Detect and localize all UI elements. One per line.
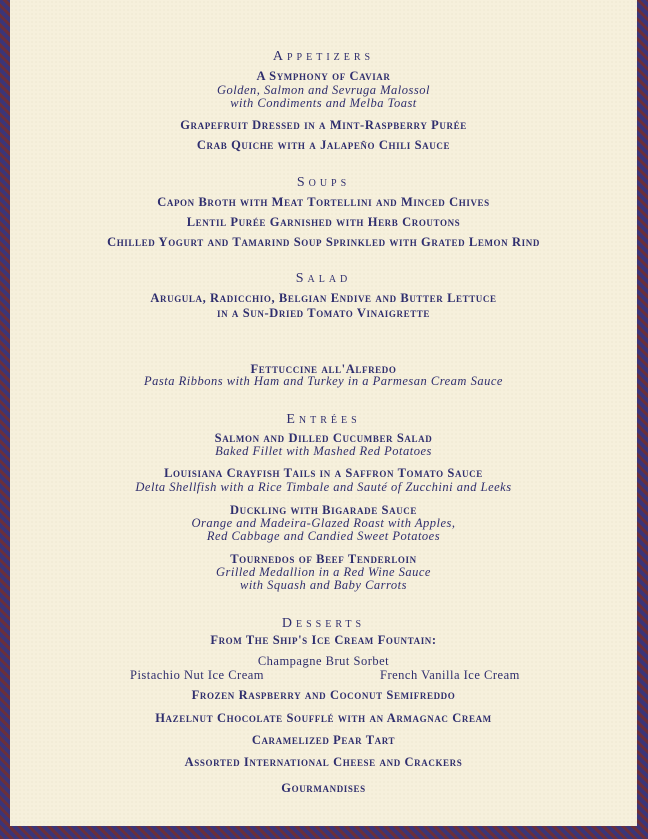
caviar-item: A Symphony of Caviar — [256, 69, 391, 83]
tournedos-desc-1: Grilled Medallion in a Red Wine Sauce — [216, 565, 431, 579]
grapefruit-item: Grapefruit Dressed in a Mint-Raspberry Purée — [180, 118, 467, 132]
semifreddo-item: Frozen Raspberry and Coconut Semifreddo — [191, 688, 456, 702]
appetizers-heading: Appetizers — [272, 49, 375, 64]
fettuccine-desc: Pasta Ribbons with Ham and Turkey in a Parmesan Cream Sauce — [144, 374, 503, 388]
fountain-item: From The Ship's Ice Cream Fountain: — [210, 633, 437, 647]
quiche-item: Crab Quiche with a Jalapeño Chili Sauce — [196, 138, 451, 152]
duckling-desc-1: Orange and Madeira-Glazed Roast with Apples, — [191, 516, 456, 530]
duckling-desc-2: Red Cabbage and Candied Sweet Potatoes — [206, 529, 441, 543]
cheese-item: Assorted International Cheese and Crackers — [184, 755, 463, 769]
yogurt-item: Chilled Yogurt and Tamarind Soup Sprinkled with Grated Lemon Rind — [107, 235, 540, 249]
fettuccine-item: Fettuccine all'Alfredo — [250, 362, 397, 376]
pistachio-item: Pistachio Nut Ice Cream — [130, 668, 265, 682]
salad-line-2: in a Sun-Dried Tomato Vinaigrette — [216, 306, 431, 320]
menu-page — [10, 0, 637, 826]
sorbet-item: Champagne Brut Sorbet — [257, 654, 390, 668]
lentil-item: Lentil Purée Garnished with Herb Croutons — [186, 215, 461, 229]
soups-heading: Soups — [296, 175, 351, 190]
gourmandises-item: Gourmandises — [281, 781, 366, 795]
crayfish-desc: Delta Shellfish with a Rice Timbale and Sauté of Zucchini and Leeks — [135, 480, 512, 494]
salad-line-1: Arugula, Radicchio, Belgian Endive and Butter Lettuce — [150, 291, 497, 305]
caviar-desc-2: with Condiments and Melba Toast — [230, 96, 417, 110]
salmon-desc: Baked Fillet with Mashed Red Potatoes — [215, 444, 432, 458]
crayfish-item: Louisiana Crayfish Tails in a Saffron Tomato Sauce — [164, 466, 483, 480]
tournedos-item: Tournedos of Beef Tenderloin — [230, 552, 417, 566]
capon-item: Capon Broth with Meat Tortellini and Minced Chives — [157, 195, 490, 209]
duckling-item: Duckling with Bigarade Sauce — [229, 503, 417, 517]
desserts-heading: Desserts — [281, 616, 366, 631]
tournedos-desc-2: with Squash and Baby Carrots — [239, 578, 408, 592]
salad-heading: Salad — [295, 271, 352, 286]
vanilla-item: French Vanilla Ice Cream — [380, 668, 520, 682]
tart-item: Caramelized Pear Tart — [251, 733, 396, 747]
salmon-item: Salmon and Dilled Cucumber Salad — [214, 431, 433, 445]
entrees-heading: Entrées — [286, 412, 361, 427]
souffle-item: Hazelnut Chocolate Soufflé with an Armagnac Cream — [155, 711, 492, 725]
caviar-desc-1: Golden, Salmon and Sevruga Malossol — [217, 83, 430, 97]
